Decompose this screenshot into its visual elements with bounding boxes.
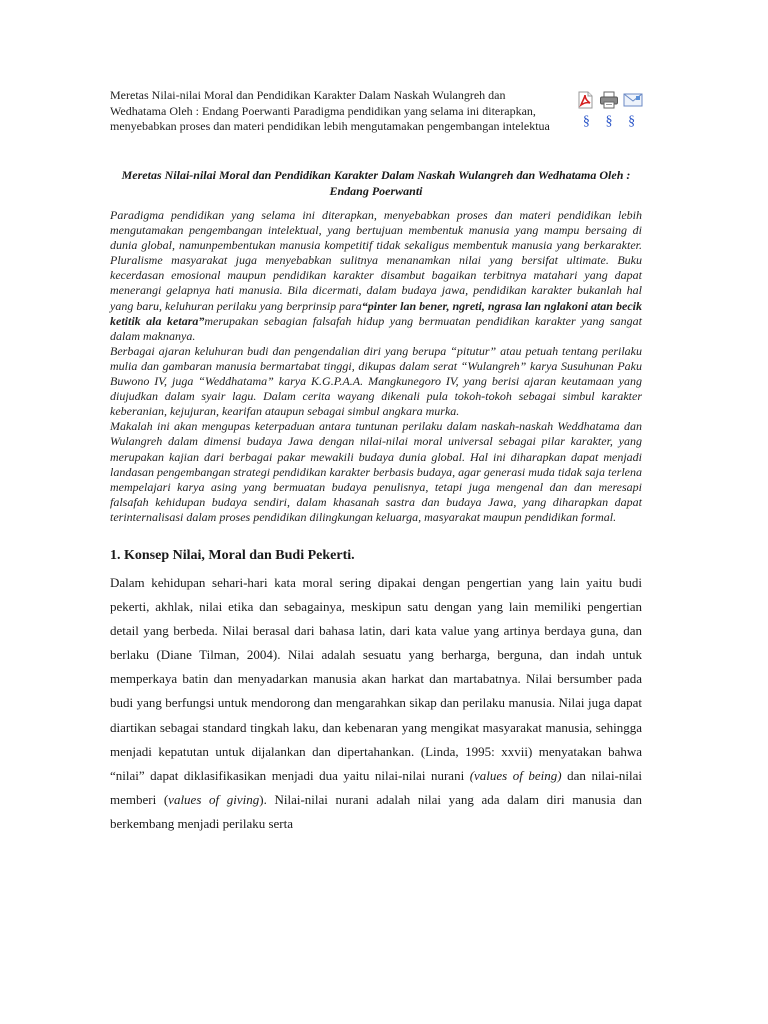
body-term-values-of-being: (values of being) (469, 767, 562, 783)
article-title: Meretas Nilai-nilai Moral dan Pendidikan Karakter Dalam Naskah Wulangreh dan Wedhatama Oleh : Endang Poerwanti (121, 168, 631, 198)
section-body (110, 571, 642, 836)
abstract-paragraph-3: Makalah ini akan mengupas keterpaduan antara tuntunan perilaku dalam naskah-naskah Weddhatama dan Wulangreh dalam dimensi budaya Jawa dengan nilai-nilai moral universal sebagai pilar karakter, yang merupakan kajian dari berbagai pakar mewakili budaya dunia global. Hal ini diharapkan dapat menjadi landasan pengembangan strategi pendidikan karakter berbasis budaya, agar generasi muda tidak saja terlena mempelajari karya asing yang bermuatan budaya penulisnya, tetapi juga mengenal dan dan meresapi falsafah kehidupan budaya sendiri, dalam khasanah sastra dan budaya Jawa, yang diharapkan dapat terinternalisasi dalam proses pendidikan dilingkungan keluarga, masyarakat maupun pendidikan formal. (110, 419, 642, 524)
tool-icons-row (575, 90, 643, 110)
email-link[interactable]: § (628, 114, 636, 129)
body-paragraph (110, 571, 642, 836)
body-term-values-of-giving: values of giving (168, 791, 260, 807)
abstract-p1-quote: “pinter lan bener, ngreti, ngrasa lan nglakoni atan becik ketitik ala ketara” (110, 298, 642, 328)
abstract-paragraph-1 (110, 208, 642, 344)
body-text-3: ). Nilai-nilai nurani adalah nilai yang ada dalam diri manusia dan berkembang menjadi perilaku serta (110, 791, 642, 831)
pdf-icon[interactable] (575, 91, 595, 109)
article-tools (575, 90, 643, 130)
header-title: Meretas Nilai-nilai Moral dan Pendidikan Karakter Dalam Naskah Wulangreh dan Wedhatama Oleh : Endang Poerwanti Paradigma pendidikan yang selama ini diterapkan, menyebabkan proses dan materi pendidikan lebih mengutamakan pengembangan intelektua (110, 88, 550, 133)
abstract-paragraph-2: Berbagai ajaran keluhuran budi dan pengendalian diri yang berupa “pitutur” atau petuah tentang perilaku mulia dan gambaran manusia bermartabat tinggi, dikupas dalam serat “Wulangreh” karya Susuhunan Paku Buwono IV, juga “Weddhatama” karya K.G.P.A.A. Mangkunegoro IV, yang berisi ajaran keutamaan yang diujudkan dalam syair lagu. Dalam cerita wayang dikenali pula tokoh-tokoh sebagai simbul karakter keberanian, kejujuran, kearifan ataupun sebagai simbul angkara murka. (110, 343, 642, 419)
printer-icon[interactable] (599, 91, 619, 109)
abstract-p1-tail: merupakan sebagian falsafah hidup yang bermuatan pendidikan karakter yang sangat dalam maknanya. (110, 313, 643, 343)
tool-links-row (575, 114, 643, 130)
abstract (110, 208, 642, 525)
body-text-2: dan nilai-nilai memberi ( (110, 767, 642, 807)
document-page (110, 88, 642, 836)
print-link[interactable]: § (605, 114, 613, 129)
abstract-p1-text: Paradigma pendidikan yang selama ini diterapkan, menyebabkan proses dan materi pendidikan lebih mengutamakan pengembangan intelektual, yang bertujuan membentuk manusia yang mampu bersaing di dunia global, namunpembentukan manusia kompetitif tidak sekaligus membentuk manusia yang berkarakter. Pluralisme masyarakat juga menyebabkan sulitnya menanamkan nilai yang bersifat ultimate. Buku kecerdasan emosional maupun pendidikan karakter disambut bagaikan terbitnya matahari yang dapat menerangi gelapnya hati manusia. Bila dicermati, dalam budaya jawa, pendidikan karakter bukanlah hal yang baru, keluhuran perilaku yang berprinsip para (110, 208, 642, 313)
pdf-link[interactable]: § (582, 114, 590, 129)
body-text-1: Dalam kehidupan sehari-hari kata moral sering dipakai dengan pengertian yang lain yaitu budi pekerti, akhlak, nilai etika dan sebagainya, meskipun satu dengan yang lain memiliki pengertian detail yang berbeda. Nilai berasal dari bahasa latin, dari kata value yang artinya berdaya guna, dan berlaku (Diane Tilman, 2004). Nilai adalah sesuatu yang berharga, berguna, dan indah untuk memperkaya batin dan menyadarkan manusia akan harkat dan martabatnya. Nilai bersumber pada budi yang berfungsi untuk mendorong dan mengarahkan sikap dan perilaku manusia. Nilai juga dapat diartikan sebagai standard tingkah laku, dan kebenaran yang mengikat masyarakat manusia, sehingga menjadi kepatutan untuk dijalankan dan dipertahankan. (Linda, 1995: xxvii) menyatakan bahwa “nilai” dapat diklasifikasikan menjadi dua yaitu nilai-nilai nurani (110, 574, 642, 783)
article-header (110, 88, 642, 154)
section-heading: 1. Konsep Nilai, Moral dan Budi Pekerti. (110, 547, 355, 563)
email-icon[interactable] (623, 91, 643, 109)
